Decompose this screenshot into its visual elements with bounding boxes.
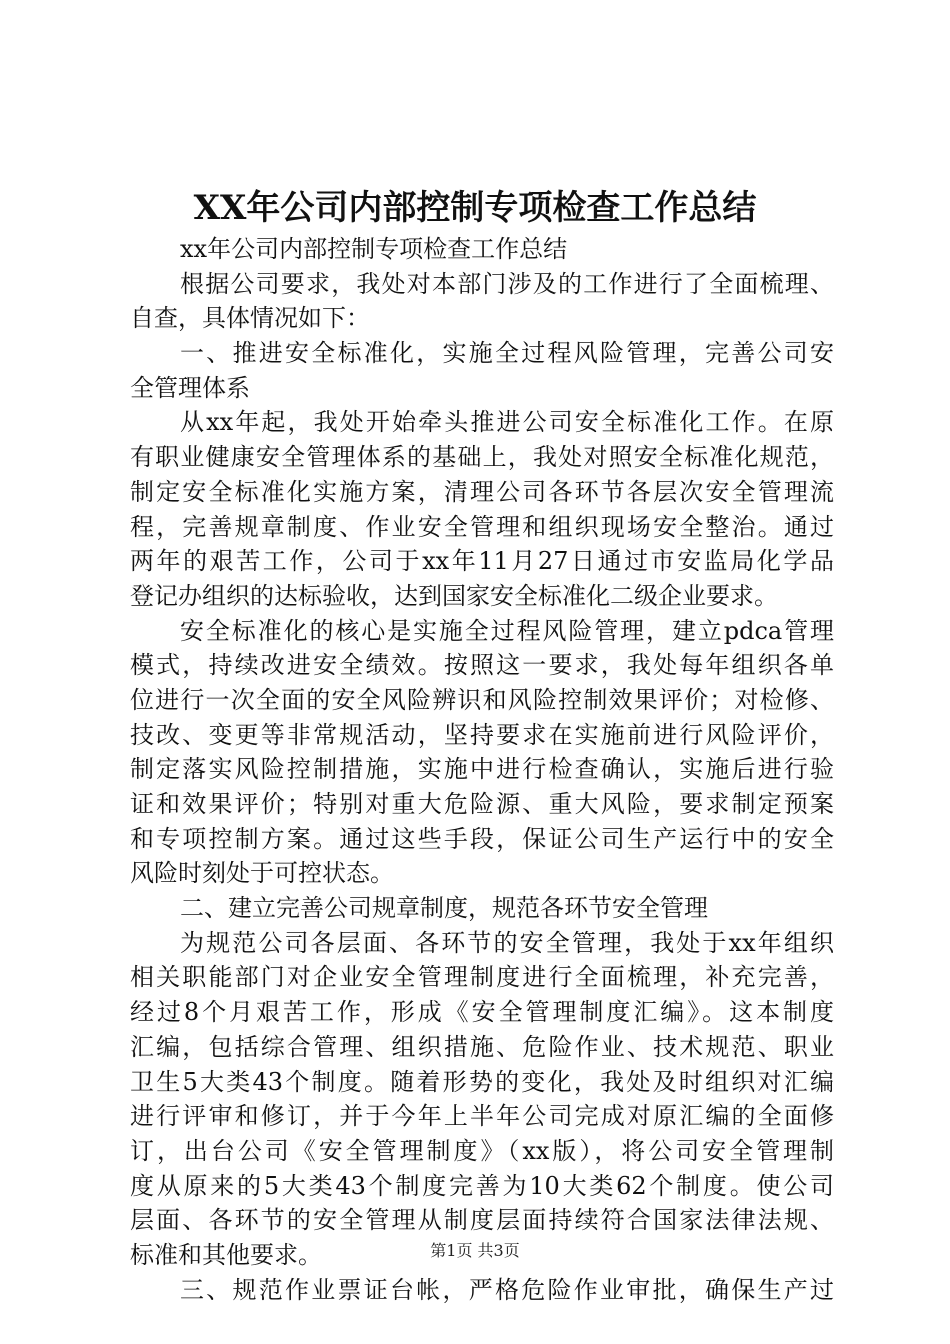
text-line: 层面、各环节的安全管理从制度层面持续符合国家法律法规、 [130, 1206, 834, 1235]
text-line: 全管理体系 [130, 373, 250, 402]
text-line: 根据公司要求，我处对本部门涉及的工作进行了全面梳理、 [180, 269, 834, 298]
text-line: 为规范公司各层面、各环节的安全管理，我处于xx年组织 [180, 928, 834, 957]
text-line: 登记办组织的达标验收，达到国家安全标准化二级企业要求。 [130, 581, 778, 610]
text-line: 制定落实风险控制措施，实施中进行检查确认，实施后进行验 [130, 755, 834, 784]
text-line: 从xx年起，我处开始牵头推进公司安全标准化工作。在原 [180, 408, 834, 437]
text-line: xx年公司内部控制专项检查工作总结 [180, 235, 568, 263]
text-line: 安全标准化的核心是实施全过程风险管理，建立pdca管理 [180, 616, 834, 645]
text-line: 技改、变更等非常规活动，坚持要求在实施前进行风险评价， [130, 720, 834, 749]
text-line: 两年的艰苦工作，公司于xx年11月27日通过市安监局化学品 [130, 547, 834, 576]
text-line: 标准和其他要求。 [130, 1240, 322, 1269]
text-line: 经过8个月艰苦工作，形成《安全管理制度汇编》。这本制度 [130, 998, 834, 1027]
text-line: 制定安全标准化实施方案，清理公司各环节各层次安全管理流 [130, 477, 834, 506]
text-line: 卫生5大类43个制度。随着形势的变化，我处及时组织对汇编 [130, 1067, 834, 1096]
document-body [130, 232, 834, 1307]
text-line: 有职业健康安全管理体系的基础上，我处对照安全标准化规范， [130, 443, 834, 472]
text-line: 订，出台公司《安全管理制度》（xx版），将公司安全管理制 [130, 1136, 834, 1165]
text-line: 度从原来的5大类43个制度完善为10大类62个制度。使公司 [130, 1171, 834, 1200]
text-line: 和专项控制方案。通过这些手段，保证公司生产运行中的安全 [130, 824, 834, 853]
text-line: 位进行一次全面的安全风险辨识和风险控制效果评价；对检修、 [130, 685, 834, 714]
page-footer: 第1页 共3页 [430, 1241, 520, 1260]
document-title: XX年公司内部控制专项检查工作总结 [193, 188, 757, 228]
text-line: 进行评审和修订，并于今年上半年公司完成对原汇编的全面修 [130, 1102, 834, 1131]
text-line: 三、规范作业票证台帐，严格危险作业审批，确保生产过 [180, 1275, 834, 1304]
text-line: 程，完善规章制度、作业安全管理和组织现场安全整治。通过 [130, 512, 834, 541]
text-line: 自查，具体情况如下： [130, 304, 370, 333]
text-line: 相关职能部门对企业安全管理制度进行全面梳理，补充完善， [130, 963, 834, 992]
text-line: 一、推进安全标准化，实施全过程风险管理，完善公司安 [180, 339, 834, 368]
text-line: 证和效果评价；特别对重大危险源、重大风险，要求制定预案 [130, 790, 834, 818]
text-line: 二、建立完善公司规章制度，规范各环节安全管理 [180, 894, 708, 923]
text-line: 模式，持续改进安全绩效。按照这一要求，我处每年组织各单 [130, 651, 834, 680]
text-line: 汇编，包括综合管理、组织措施、危险作业、技术规范、职业 [130, 1032, 834, 1061]
text-line: 风险时刻处于可控状态。 [130, 859, 394, 888]
